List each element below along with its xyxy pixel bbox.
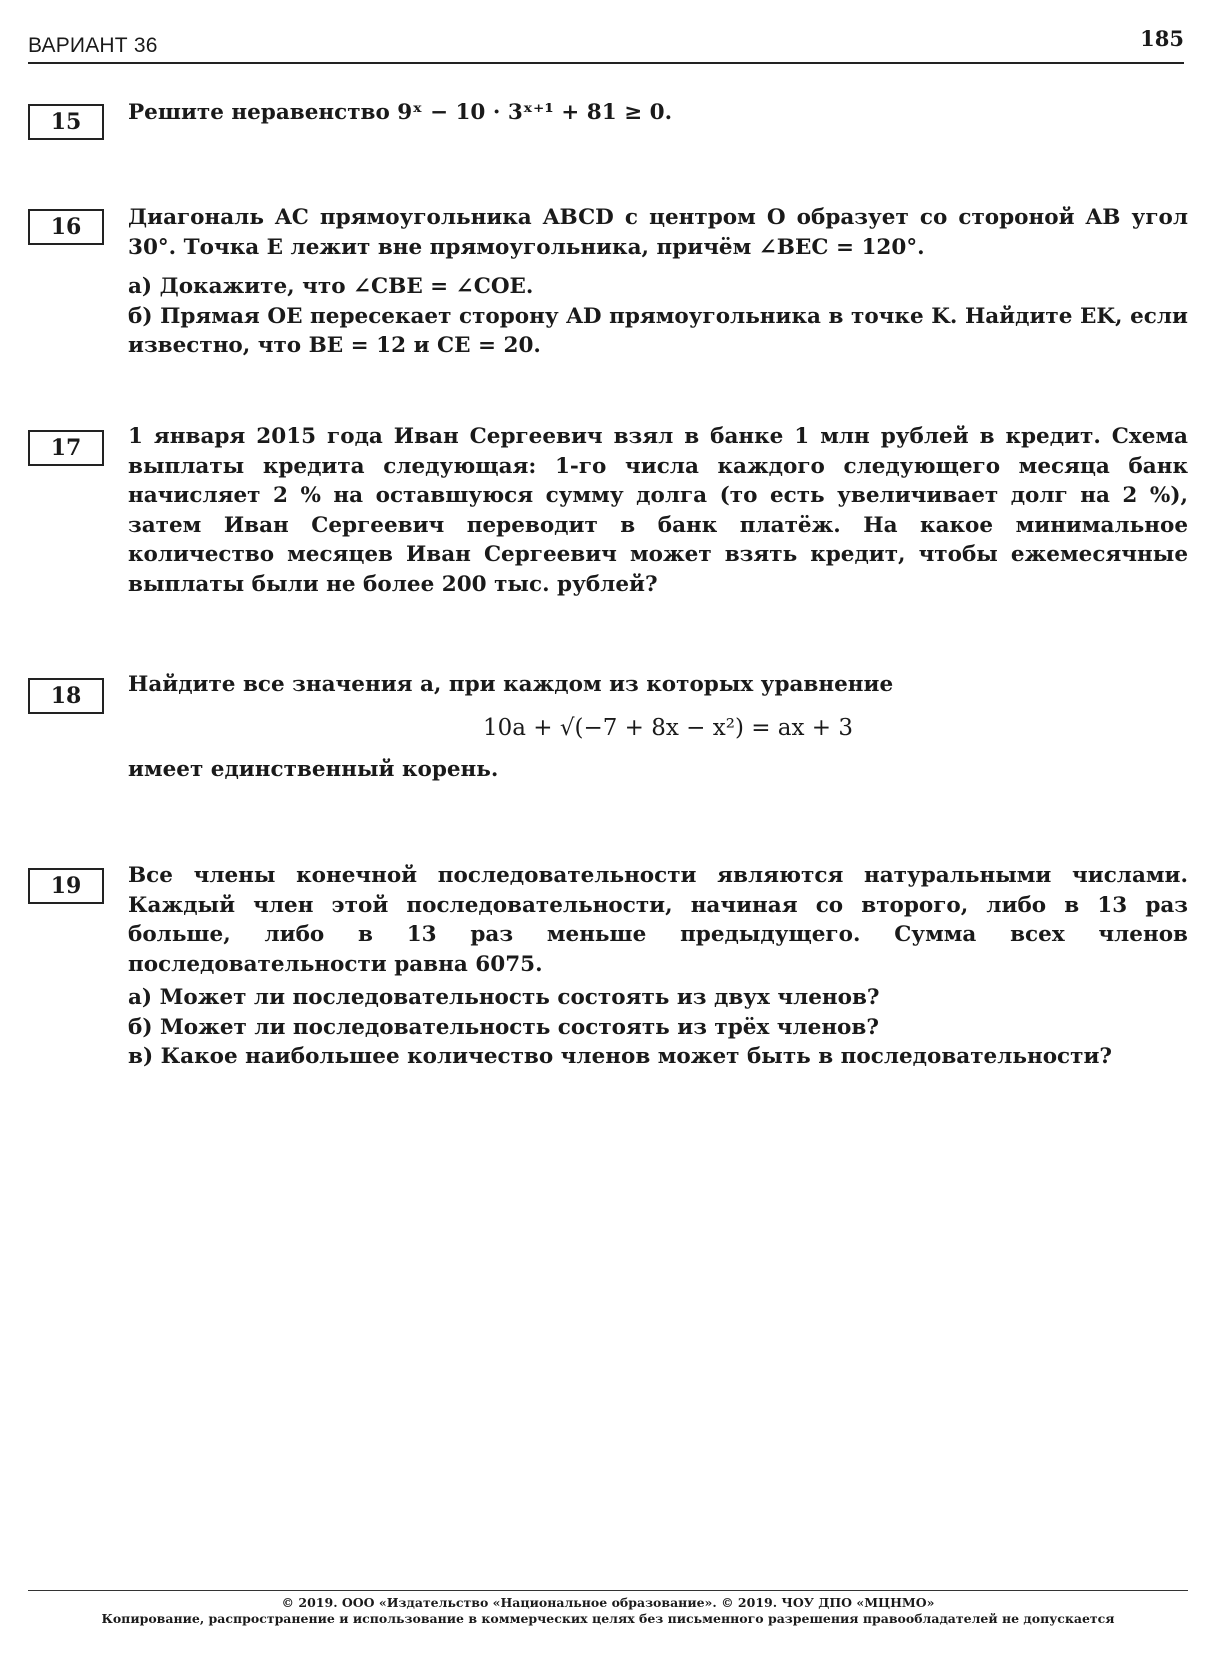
task-number-box: 17	[28, 430, 104, 466]
task-body	[128, 670, 1188, 785]
equation: 10a + √(−7 + 8x − x²) = ax + 3	[482, 714, 854, 741]
task-text: Решите неравенство 9ˣ − 10 · 3ˣ⁺¹ + 81 ≥ 0.	[128, 100, 673, 125]
task-text: Найдите все значения a, при каждом из которых уравнение	[128, 672, 894, 697]
task-text: Все члены конечной последовательности являются натуральными числами. Каждый член этой последовательности, начиная со второго, либо в 13 раз больше, либо в 13 раз меньше предыдущего. Сумма всех членов последовательности равна 6075.	[128, 863, 1188, 977]
task-text-after: имеет единственный корень.	[128, 757, 499, 782]
copyright-footer	[28, 1590, 1188, 1627]
task-body	[128, 861, 1188, 1072]
variant-title: ВАРИАНТ 36	[28, 34, 158, 57]
task-part: а) Может ли последовательность состоять из двух членов?	[128, 985, 880, 1010]
task-number-box: 15	[28, 104, 104, 140]
task-body	[128, 203, 1188, 361]
task-text: 1 января 2015 года Иван Сергеевич взял в банке 1 млн рублей в кредит. Схема выплаты кредита следующая: 1-го числа каждого следующего месяца банк начисляет 2 % на оставшуюся сумму долга (то есть увеличивает долг на 2 %), затем Иван Сергеевич переводит в банк платёж. На какое минимальное количество месяцев Иван Сергеевич может взять кредит, чтобы ежемесячные выплаты были не более 200 тыс. рублей?	[128, 424, 1188, 597]
task-parts	[128, 983, 1188, 1072]
task-number-box: 18	[28, 678, 104, 714]
task-text: Диагональ AC прямоугольника ABCD с центром O образует со стороной AB угол 30°. Точка E лежит вне прямоугольника, причём ∠BEC = 120°.	[128, 205, 1188, 260]
page-number: 185	[1140, 26, 1184, 51]
task-parts	[128, 272, 1188, 361]
task-part: б) Может ли последовательность состоять из трёх членов?	[128, 1014, 879, 1040]
task-number-box: 19	[28, 868, 104, 904]
page-header	[28, 26, 1184, 64]
task-part: в) Какое наибольшее количество членов может быть в последовательности?	[128, 1044, 1113, 1069]
task-number-box: 16	[28, 209, 104, 245]
task-body	[128, 422, 1188, 599]
copyright-line: © 2019. ООО «Издательство «Национальное образование». © 2019. ЧОУ ДПО «МЦНМО»	[281, 1595, 935, 1610]
usage-notice: Копирование, распространение и использование в коммерческих целях без письменного разрешения правообладателей не допускается	[101, 1611, 1115, 1626]
task-part: а) Докажите, что ∠CBE = ∠COE.	[128, 274, 534, 299]
task-part: б) Прямая OE пересекает сторону AD прямоугольника в точке K. Найдите EK, если известно, что BE = 12 и CE = 20.	[128, 303, 1188, 358]
task-body	[128, 98, 1188, 128]
